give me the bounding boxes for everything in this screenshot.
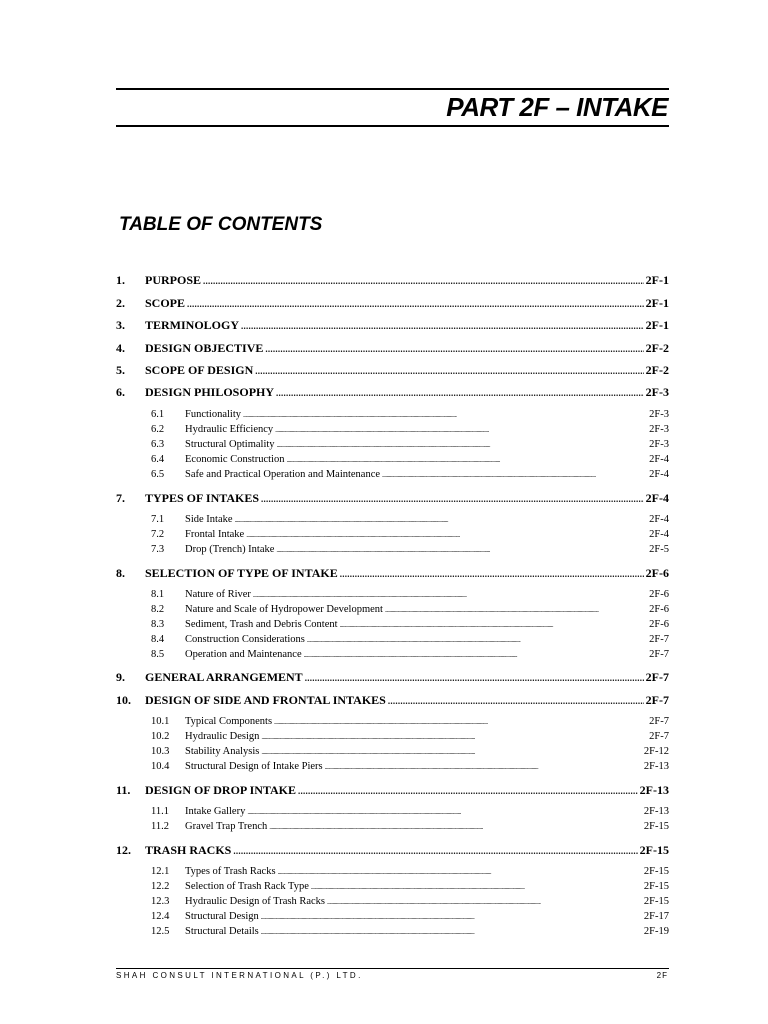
toc-entry-page: 2F-7 xyxy=(649,649,669,660)
dot-leader xyxy=(243,408,647,422)
toc-entry-title: Economic Construction xyxy=(185,454,285,465)
toc-entry-title: Safe and Practical Operation and Maintenance xyxy=(185,469,381,480)
toc-entry-title: Structural Design xyxy=(185,911,259,922)
toc-entry-page: 2F-6 xyxy=(649,589,669,600)
toc-entry-title: Operation and Maintenance xyxy=(185,649,302,660)
dot-leader xyxy=(327,895,642,909)
toc-entry-page: 2F-19 xyxy=(643,926,669,937)
dot-leader xyxy=(277,438,648,452)
toc-entry-title: Drop (Trench) Intake xyxy=(185,544,275,555)
toc-entry-number: 6.1 xyxy=(151,409,165,420)
toc-entry-page: 2F-1 xyxy=(645,296,669,310)
toc-entry-page: 2F-3 xyxy=(649,409,669,420)
dot-leader xyxy=(203,273,644,288)
toc-entry-number: 10.1 xyxy=(151,716,170,727)
toc-entry-page: 2F-7 xyxy=(649,731,669,742)
toc-entry-number: 8.2 xyxy=(151,604,165,615)
toc-entry-title: TERMINOLOGY xyxy=(145,318,240,332)
toc-section-entry[interactable] xyxy=(116,295,669,311)
toc-entry-page: 2F-7 xyxy=(645,670,669,684)
toc-subsection-entry[interactable] xyxy=(116,423,669,437)
toc-subsection-entry[interactable] xyxy=(116,895,669,909)
dot-leader xyxy=(276,543,647,557)
footer-company: SHAH CONSULT INTERNATIONAL (P.) LTD. xyxy=(116,971,363,980)
dot-leader xyxy=(304,648,648,662)
toc-entry-number: 8. xyxy=(116,566,125,580)
toc-entry-page: 2F-17 xyxy=(643,911,669,922)
toc-entry-title: DESIGN PHILOSOPHY xyxy=(145,385,275,399)
toc-subsection-entry[interactable] xyxy=(116,633,669,647)
dot-leader xyxy=(261,745,642,759)
dot-leader xyxy=(246,528,647,542)
dot-leader xyxy=(261,730,647,744)
dot-leader xyxy=(325,760,642,774)
dot-leader xyxy=(340,618,648,632)
toc-entry-page: 2F-3 xyxy=(649,439,669,450)
toc-entry-page: 2F-4 xyxy=(649,469,669,480)
toc-entry-page: 2F-15 xyxy=(639,843,669,857)
toc-entry-page: 2F-4 xyxy=(649,529,669,540)
toc-entry-number: 11.1 xyxy=(151,806,169,817)
toc-entry-number: 10.2 xyxy=(151,731,170,742)
toc-entry-number: 11.2 xyxy=(151,821,169,832)
dot-leader xyxy=(286,453,647,467)
toc-entry-page: 2F-3 xyxy=(645,385,669,399)
dot-leader xyxy=(385,603,647,617)
dot-leader xyxy=(255,363,643,378)
toc-section-entry[interactable] xyxy=(116,272,669,288)
toc-subsection-entry[interactable] xyxy=(116,910,669,924)
toc-entry-title: PURPOSE xyxy=(145,273,202,287)
dot-leader xyxy=(276,385,644,400)
toc-entry-number: 6.5 xyxy=(151,469,165,480)
toc-entry-page: 2F-15 xyxy=(643,821,669,832)
footer-rule xyxy=(116,968,669,969)
toc-entry-number: 6. xyxy=(116,385,125,399)
toc-section-entry[interactable] xyxy=(116,317,669,333)
toc-entry-number: 12.4 xyxy=(151,911,170,922)
dot-leader xyxy=(233,843,637,858)
toc-entry-page: 2F-3 xyxy=(649,424,669,435)
toc-subsection-entry[interactable] xyxy=(116,730,669,744)
dot-leader xyxy=(261,491,644,506)
toc-entry-number: 10.4 xyxy=(151,761,170,772)
toc-entry-page: 2F-1 xyxy=(645,273,669,287)
toc-subsection-entry[interactable] xyxy=(116,528,669,542)
dot-leader xyxy=(269,820,642,834)
dot-leader xyxy=(307,633,647,647)
toc-entry-page: 2F-6 xyxy=(649,619,669,630)
toc-section-entry[interactable] xyxy=(116,692,669,708)
toc-entry-page: 2F-2 xyxy=(645,363,669,377)
dot-leader xyxy=(235,513,648,527)
toc-subsection-entry[interactable] xyxy=(116,618,669,632)
toc-entry-number: 7.1 xyxy=(151,514,165,525)
toc-heading: TABLE OF CONTENTS xyxy=(119,214,323,235)
toc-entry-number: 8.3 xyxy=(151,619,165,630)
toc-entry-page: 2F-4 xyxy=(649,454,669,465)
toc-entry-title: Hydraulic Design xyxy=(185,731,260,742)
toc-entry-number: 12.3 xyxy=(151,896,170,907)
toc-section-entry[interactable] xyxy=(116,782,669,798)
toc-entry-number: 12.5 xyxy=(151,926,170,937)
toc-entry-number: 8.5 xyxy=(151,649,165,660)
toc-subsection-entry[interactable] xyxy=(116,603,669,617)
toc-entry-page: 2F-15 xyxy=(643,881,669,892)
dot-leader xyxy=(298,783,638,798)
toc-subsection-entry[interactable] xyxy=(116,880,669,894)
toc-entry-number: 7. xyxy=(116,491,125,505)
dot-leader xyxy=(382,468,647,482)
toc-entry-title: Sediment, Trash and Debris Content xyxy=(185,619,338,630)
toc-entry-number: 10. xyxy=(116,693,131,707)
toc-entry-title: Hydraulic Efficiency xyxy=(185,424,274,435)
toc-entry-number: 12. xyxy=(116,843,131,857)
toc-entry-title: Structural Design of Intake Piers xyxy=(185,761,323,772)
toc-entry-title: Intake Gallery xyxy=(185,806,246,817)
toc-entry-page: 2F-13 xyxy=(643,806,669,817)
toc-entry-number: 3. xyxy=(116,318,125,332)
dot-leader xyxy=(311,880,642,894)
toc-subsection-entry[interactable] xyxy=(116,745,669,759)
toc-entry-title: Gravel Trap Trench xyxy=(185,821,268,832)
toc-entry-title: SELECTION OF TYPE OF INTAKE xyxy=(145,566,338,580)
toc-section-entry[interactable] xyxy=(116,669,669,685)
toc-entry-title: Construction Considerations xyxy=(185,634,305,645)
toc-entry-page: 2F-6 xyxy=(645,566,669,580)
toc-entry-title: SCOPE OF DESIGN xyxy=(145,363,254,377)
toc-subsection-entry[interactable] xyxy=(116,588,669,602)
toc-entry-page: 2F-6 xyxy=(649,604,669,615)
toc-entry-title: Stability Analysis xyxy=(185,746,260,757)
toc-entry-title: TYPES OF INTAKES xyxy=(145,491,260,505)
footer-page-label: 2F xyxy=(656,971,668,980)
toc-subsection-entry[interactable] xyxy=(116,513,669,527)
toc-subsection-entry[interactable] xyxy=(116,760,669,774)
toc-entry-page: 2F-13 xyxy=(643,761,669,772)
toc-entry-page: 2F-13 xyxy=(639,783,669,797)
dot-leader xyxy=(275,423,647,437)
toc-entry-page: 2F-7 xyxy=(645,693,669,707)
toc-section-entry[interactable] xyxy=(116,384,669,400)
toc-entry-page: 2F-15 xyxy=(643,866,669,877)
toc-entry-number: 5. xyxy=(116,363,125,377)
toc-entry-page: 2F-7 xyxy=(649,716,669,727)
toc-entry-title: Functionality xyxy=(185,409,241,420)
dot-leader xyxy=(388,693,644,708)
toc-subsection-entry[interactable] xyxy=(116,453,669,467)
toc-entry-title: SCOPE xyxy=(145,296,186,310)
toc-entry-page: 2F-1 xyxy=(645,318,669,332)
toc-entry-page: 2F-12 xyxy=(643,746,669,757)
toc-section-entry[interactable] xyxy=(116,362,669,378)
toc-section-entry[interactable] xyxy=(116,842,669,858)
toc-entry-number: 6.2 xyxy=(151,424,165,435)
toc-section-entry[interactable] xyxy=(116,565,669,581)
toc-entry-number: 8.4 xyxy=(151,634,165,645)
toc-entry-number: 12.1 xyxy=(151,866,170,877)
toc-subsection-entry[interactable] xyxy=(116,408,669,422)
toc-subsection-entry[interactable] xyxy=(116,468,669,482)
dot-leader xyxy=(253,588,647,602)
toc-entry-title: Types of Trash Racks xyxy=(185,866,276,877)
toc-entry-title: DESIGN OBJECTIVE xyxy=(145,341,264,355)
toc-entry-number: 2. xyxy=(116,296,125,310)
toc-subsection-entry[interactable] xyxy=(116,715,669,729)
toc-entry-title: TRASH RACKS xyxy=(145,843,232,857)
toc-section-entry[interactable] xyxy=(116,340,669,356)
dot-leader xyxy=(247,805,642,819)
toc-entry-title: Nature and Scale of Hydropower Development xyxy=(185,604,383,615)
toc-entry-number: 6.3 xyxy=(151,439,165,450)
toc-entry-title: Structural Details xyxy=(185,926,259,937)
toc-entry-title: Nature of River xyxy=(185,589,251,600)
dot-leader xyxy=(274,715,647,729)
toc-entry-number: 7.3 xyxy=(151,544,165,555)
toc-entry-number: 6.4 xyxy=(151,454,165,465)
toc-entry-number: 7.2 xyxy=(151,529,165,540)
toc-subsection-entry[interactable] xyxy=(116,543,669,557)
toc-subsection-entry[interactable] xyxy=(116,438,669,452)
toc-entry-page: 2F-4 xyxy=(645,491,669,505)
toc-entry-title: DESIGN OF DROP INTAKE xyxy=(145,783,297,797)
dot-leader xyxy=(305,670,644,685)
dot-leader xyxy=(265,341,643,356)
toc-entry-page: 2F-4 xyxy=(649,514,669,525)
toc-subsection-entry[interactable] xyxy=(116,820,669,834)
toc-subsection-entry[interactable] xyxy=(116,648,669,662)
toc-entry-title: Structural Optimality xyxy=(185,439,275,450)
toc-entry-number: 11. xyxy=(116,783,131,797)
toc-entry-title: Hydraulic Design of Trash Racks xyxy=(185,896,325,907)
dot-leader xyxy=(340,566,644,581)
toc-subsection-entry[interactable] xyxy=(116,865,669,879)
toc-entry-number: 10.3 xyxy=(151,746,170,757)
toc-entry-number: 1. xyxy=(116,273,125,287)
toc-entry-number: 12.2 xyxy=(151,881,170,892)
toc-entry-page: 2F-5 xyxy=(649,544,669,555)
toc-subsection-entry[interactable] xyxy=(116,805,669,819)
dot-leader xyxy=(187,296,644,311)
toc-entry-page: 2F-15 xyxy=(643,896,669,907)
page-title: PART 2F – INTAKE xyxy=(446,92,668,122)
toc-entry-title: Selection of Trash Rack Type xyxy=(185,881,309,892)
toc-entry-number: 8.1 xyxy=(151,589,165,600)
toc-section-entry[interactable] xyxy=(116,490,669,506)
toc-subsection-entry[interactable] xyxy=(116,925,669,939)
dot-leader xyxy=(261,925,642,939)
toc-entry-page: 2F-7 xyxy=(649,634,669,645)
table-of-contents xyxy=(116,0,669,1024)
dot-leader xyxy=(261,910,642,924)
toc-entry-page: 2F-2 xyxy=(645,341,669,355)
toc-entry-number: 9. xyxy=(116,670,125,684)
toc-entry-title: Side Intake xyxy=(185,514,233,525)
dot-leader xyxy=(278,865,642,879)
dot-leader xyxy=(241,318,644,333)
toc-entry-title: GENERAL ARRANGEMENT xyxy=(145,670,303,684)
toc-entry-title: Frontal Intake xyxy=(185,529,245,540)
toc-entry-title: Typical Components xyxy=(185,716,273,727)
toc-entry-number: 4. xyxy=(116,341,125,355)
toc-entry-title: DESIGN OF SIDE AND FRONTAL INTAKES xyxy=(145,693,386,707)
